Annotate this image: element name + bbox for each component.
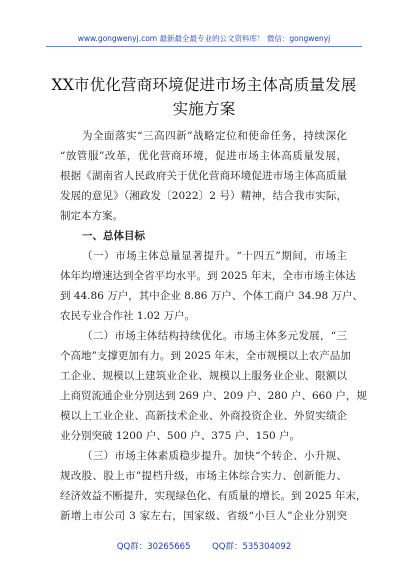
body-line: 农民专业合作社 1.02 万户。 bbox=[60, 310, 196, 322]
body-line: 经济效益不断提升，实现绿色化、有质量的增长。到 2025 年末， bbox=[60, 490, 367, 502]
body-line: 制定本方案。 bbox=[60, 210, 123, 222]
section-heading: 一、总体目标 bbox=[82, 230, 145, 242]
document-title-line-1: XX市优化营商环境促进市场主体高质量发展 bbox=[51, 76, 357, 94]
body-line: （一）市场主体总量显著提升。“十四五”期间，市场主 bbox=[82, 250, 347, 262]
body-line: 根据《湖南省人民政府关于优化营商环境促进市场主体高质量 bbox=[60, 170, 347, 182]
body-line: 到 44.86 万户，其中企业 8.86 万户、个体工商户 34.98 万户、 bbox=[60, 290, 364, 302]
body-line: 模以上工业企业、高新技术企业、外商投资企业、外贸实绩企 bbox=[60, 410, 347, 422]
body-line: 个高地”支撑更加有力。到 2025 年末，全市规模以上农产品加 bbox=[60, 350, 351, 362]
body-line: 规改股、股上市”提档升级，市场主体综合实力、创新能力、 bbox=[60, 470, 347, 482]
body-line: 为全面落实“三高四新”战略定位和使命任务，持续深化 bbox=[82, 130, 347, 142]
site-header: www.gongwenyj.com 最新最全最专业的公文资料库！ 微信：gongwenyj bbox=[77, 34, 331, 43]
body-line: 业分别突破 1200 户、500 户、375 户、150 户。 bbox=[60, 430, 301, 442]
body-line: 工企业、规模以上建筑业企业、规模以上服务业企业、限额以 bbox=[60, 370, 347, 382]
body-line: 上商贸流通企业分别达到 269 户、209 户、280 户、660 户，规 bbox=[60, 390, 367, 402]
body-line: 发展的意见》（湘政发〔2022〕2 号）精神，结合我市实际， bbox=[60, 190, 347, 202]
header-rule bbox=[46, 46, 362, 47]
body-line: （二）市场主体结构持续优化。市场主体多元发展，“三 bbox=[82, 330, 347, 342]
body-line: 新增上市公司 3 家左右，国家级、省级“小巨人”企业分别突 bbox=[60, 510, 347, 522]
body-line: （三）市场主体素质稳步提升。加快“个转企、小升规、 bbox=[82, 450, 347, 462]
document-title-line-2: 实施方案 bbox=[172, 100, 236, 118]
footer-qq-groups: QQ群：30265665 QQ群：535304092 bbox=[116, 542, 292, 552]
body-line: 体年均增速达到全省平均水平。到 2025 年末，全市市场主体达 bbox=[60, 270, 356, 282]
body-line: “放管服”改革，优化营商环境，促进市场主体高质量发展， bbox=[60, 150, 347, 162]
